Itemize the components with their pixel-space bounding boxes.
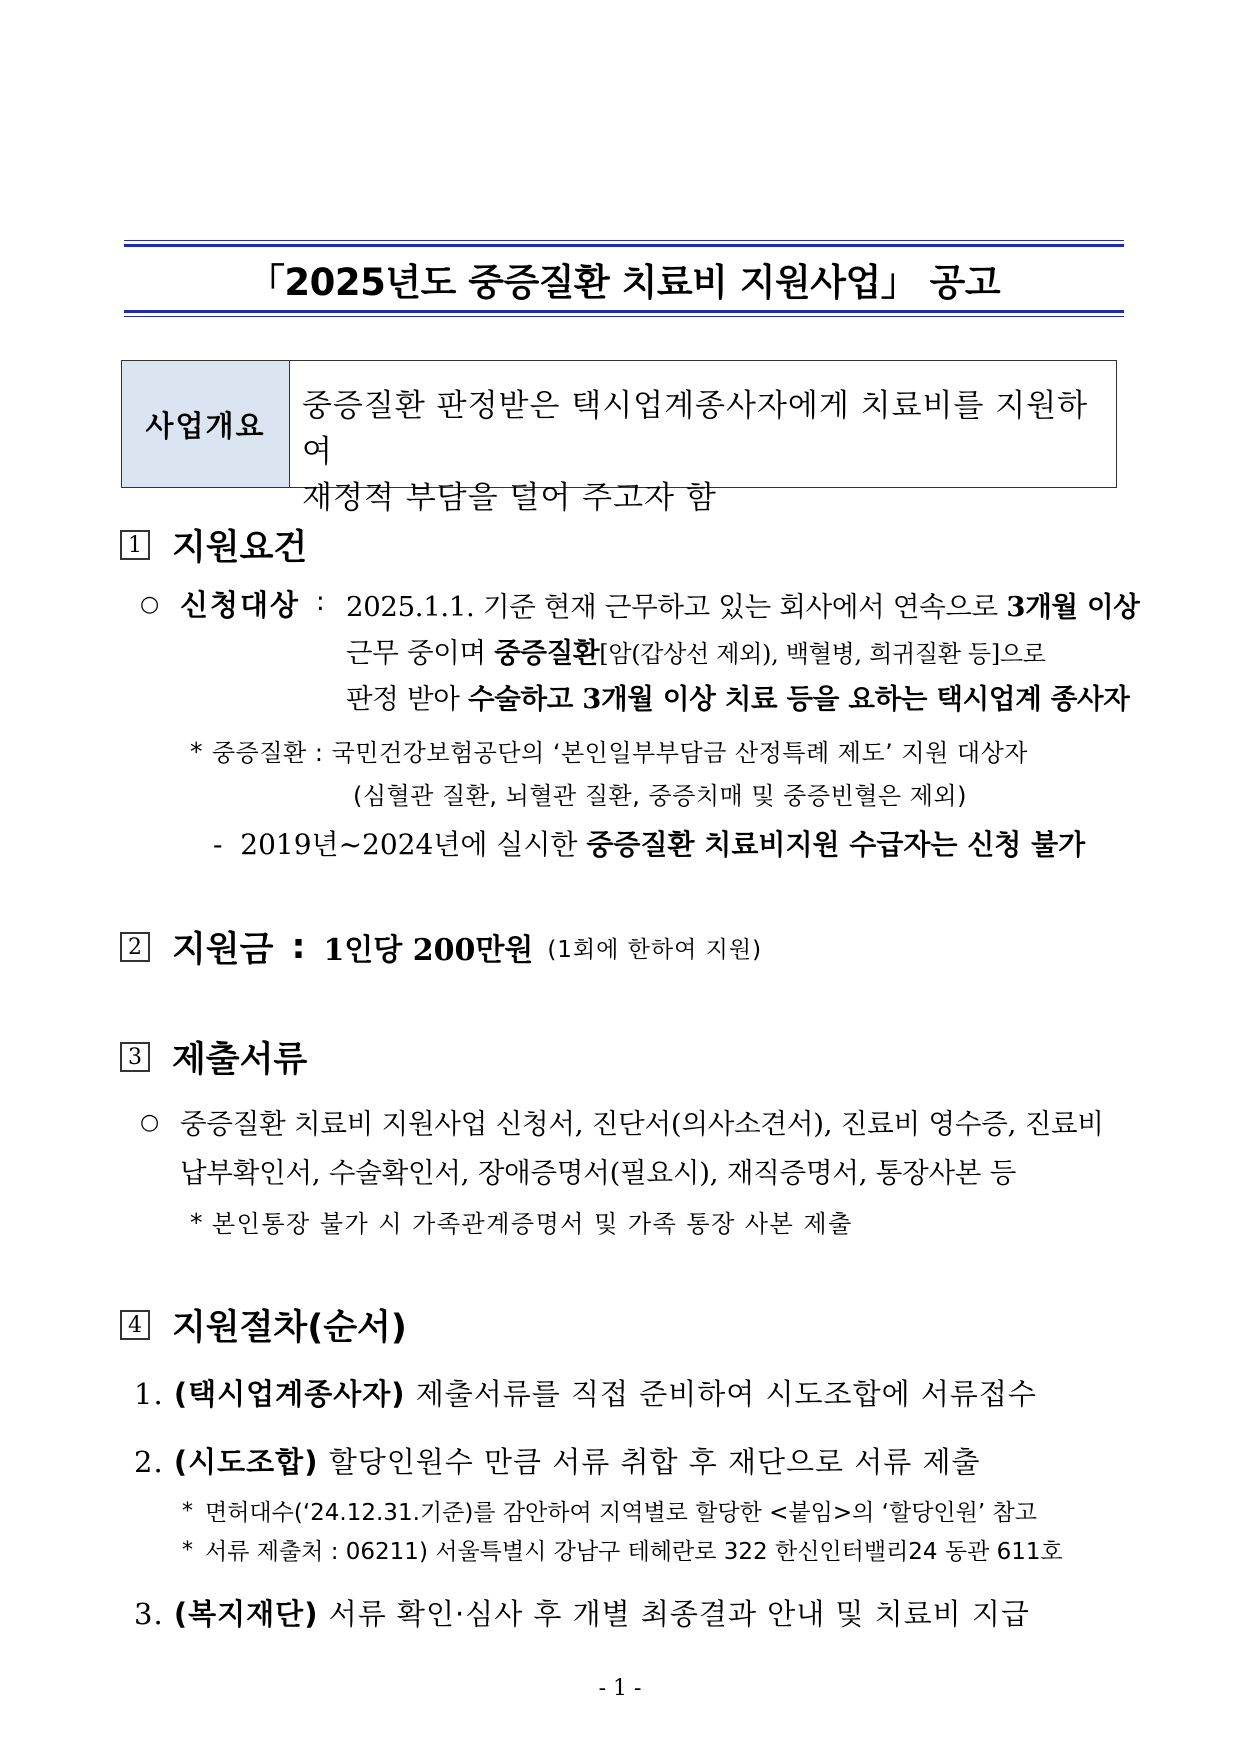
section-1-heading bbox=[120, 520, 307, 570]
document-title: 「2025년도 중증질환 치료비 지원사업」 공고 bbox=[247, 261, 1001, 304]
note-mark: * bbox=[182, 1538, 193, 1563]
section-number-box: 4 bbox=[120, 1310, 150, 1340]
documents-line-2: 납부확인서, 수술확인서, 장애증명서(필요시), 재직증명서, 통장사본 등 bbox=[180, 1157, 1017, 1189]
bullet-circle: ○ bbox=[140, 592, 160, 617]
support-amount: 1인당 200만원 bbox=[323, 933, 534, 968]
item-label-applicant: 신청대상 bbox=[180, 588, 301, 622]
procedure-step-1: 1. (택시업계종사자) 제출서류를 직접 준비하여 시도조합에 서류접수 bbox=[134, 1377, 1037, 1411]
title-bottom-rule bbox=[124, 310, 1124, 317]
section-4-heading bbox=[120, 1300, 407, 1350]
documents-note: 본인통장 불가 시 가족관계증명서 및 가족 통장 사본 제출 bbox=[212, 1210, 853, 1238]
section-number-box: 3 bbox=[120, 1042, 150, 1072]
title-top-rule bbox=[124, 240, 1124, 247]
section-number-box: 1 bbox=[120, 530, 150, 560]
section-title: 지원절차(순서) bbox=[172, 1308, 407, 1348]
section-title: 지원요건 bbox=[172, 528, 308, 568]
note-severe-illness-line-1: 중증질환 : 국민건강보험공단의 ‘본인일부부담금 산정특례 제도’ 지원 대상자 bbox=[212, 739, 1028, 767]
section-title: 지원금 bbox=[172, 930, 274, 970]
section-3-heading bbox=[120, 1032, 307, 1082]
applicant-line-1: 2025.1.1. 기준 현재 근무하고 있는 회사에서 연속으로 3개월 이상 bbox=[346, 591, 1140, 623]
note-mark: * bbox=[190, 1208, 203, 1237]
procedure-step-2: 2. (시도조합) 할당인원수 만큼 서류 취합 후 재단으로 서류 제출 bbox=[134, 1445, 981, 1479]
overview-text bbox=[290, 361, 1116, 516]
procedure-step-3: 3. (복지재단) 서류 확인·심사 후 개별 최종결과 안내 및 치료비 지급 bbox=[134, 1597, 1030, 1631]
bullet-circle: ○ bbox=[140, 1110, 160, 1135]
section-colon: : bbox=[291, 927, 306, 967]
item-colon: : bbox=[316, 587, 325, 617]
applicant-line-2: 근무 중이며 중증질환[암(갑상선 제외), 백혈병, 희귀질환 등]으로 bbox=[346, 637, 1046, 669]
note-mark: * bbox=[182, 1499, 193, 1524]
support-amount-note: (1회에 한하여 지원) bbox=[547, 936, 763, 963]
page-number: - 1 - bbox=[598, 1676, 642, 1701]
section-number-box: 2 bbox=[120, 932, 150, 962]
overview-line-2: 재정적 부담을 덜어 주고자 함 bbox=[302, 480, 717, 516]
section-2-heading bbox=[120, 922, 762, 972]
step-2-note-2: 서류 제출처 : 06211) 서울특별시 강남구 테헤란로 322 한신인터밸리24 동관 611호 bbox=[205, 1539, 1063, 1565]
exclusion-line: - 2019년~2024년에 실시한 중증질환 치료비지원 수급자는 신청 불가 bbox=[213, 828, 1086, 861]
note-mark: * bbox=[190, 737, 203, 766]
section-title: 제출서류 bbox=[172, 1040, 308, 1080]
overview-box bbox=[121, 360, 1117, 516]
applicant-line-3: 판정 받아 수술하고 3개월 이상 치료 등을 요하는 택시업계 종사자 bbox=[346, 683, 1130, 715]
overview-line-1: 중증질환 판정받은 택시업계종사자에게 치료비를 지원하여 bbox=[302, 388, 1089, 470]
overview-label: 사업개요 bbox=[122, 361, 290, 487]
documents-line-1: 중증질환 치료비 지원사업 신청서, 진단서(의사소견서), 진료비 영수증, 진료비 bbox=[180, 1108, 1104, 1140]
step-2-note-1: 면허대수(‘24.12.31.기준)를 감안하여 지역별로 할당한 <붙임>의 ‘할당인원’ 참고 bbox=[205, 1500, 1037, 1526]
note-severe-illness-line-2: (심혈관 질환, 뇌혈관 질환, 중증치매 및 중증빈혈은 제외) bbox=[353, 782, 967, 810]
